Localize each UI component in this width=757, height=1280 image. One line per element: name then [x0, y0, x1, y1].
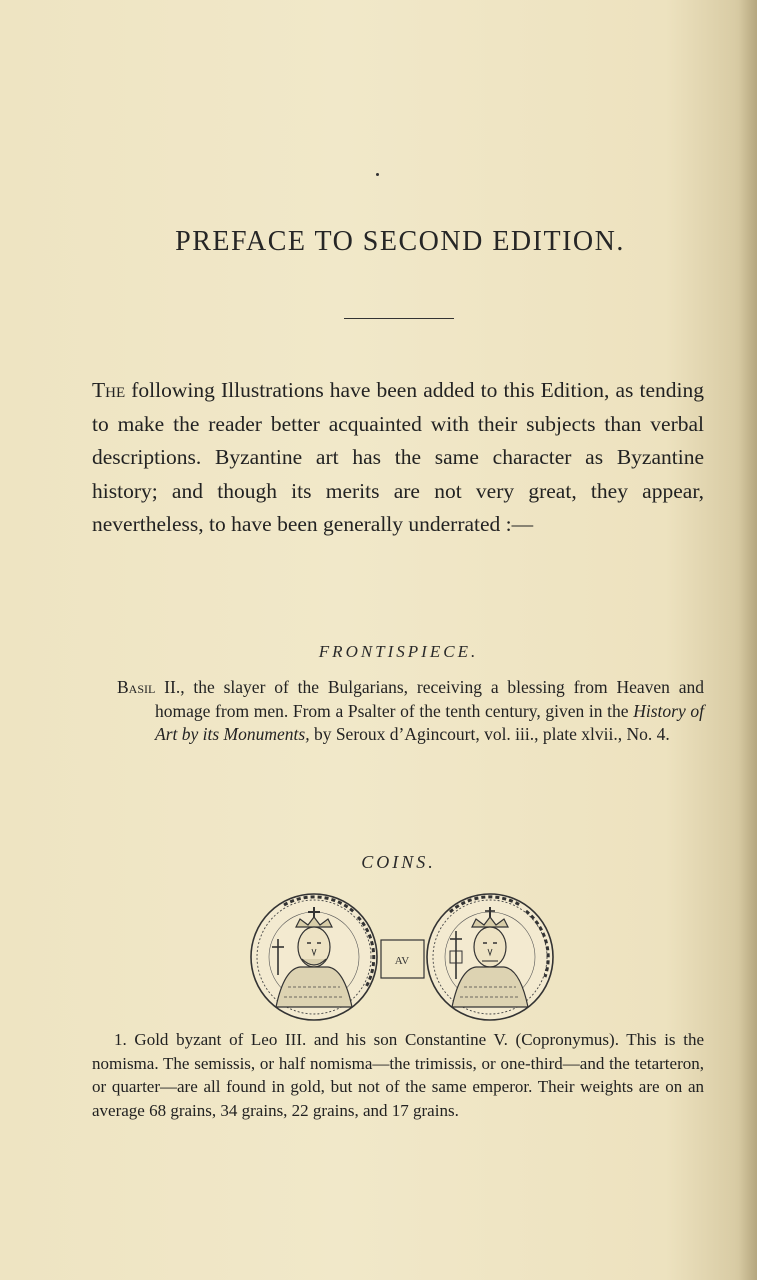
coin-caption [92, 1028, 704, 1122]
ink-speck [376, 173, 379, 176]
frontispiece-heading: FRONTISPIECE. [318, 642, 479, 661]
title-rule [344, 318, 454, 319]
coins-heading: COINS. [361, 852, 436, 872]
metal-mark: AV [394, 955, 410, 967]
coins-illustration [245, 892, 560, 1022]
page-edge-shadow [739, 0, 757, 1280]
coin-obverse [251, 894, 377, 1020]
frontispiece-text-b: by Seroux d’Agincourt, vol. iii., plate xlvii., No. 4. [309, 724, 670, 744]
page-title: PREFACE TO SECOND EDITION. [175, 226, 625, 257]
intro-text: following Illustrations have been added to this Edition, as tending to make the reader better acquainted with their subjects than verbal descriptions. Byzantine art has the same character as Byzantine history; and though its merits are not very great, they appear, nevertheless, to have been generally underrated :— [92, 378, 704, 536]
frontispiece-text-a: II., the slayer of the Bulgarians, receiving a blessing from Heaven and homage from men. From a Psalter of the tenth century, given in the [155, 677, 704, 721]
coin-reverse [427, 894, 553, 1020]
coin-caption-text: 1. Gold byzant of Leo III. and his son Constantine V. (Copronymus). This is the nomisma. The semissis, or half nomisma—the trimissis, or one-third—and the tetarteron, or quarter—are all found in gold, but not of the same emperor. Their weights are on an average 68 grains, 34 grains, 22 grains, and 17 grains. [92, 1030, 704, 1120]
intro-lead-word: The [92, 378, 126, 402]
frontispiece-italic-reference: History of Art by its Monuments, [155, 700, 704, 744]
frontispiece-entry [117, 676, 704, 747]
coins-engraving [245, 892, 560, 1022]
frontispiece-lead-word: Basil [117, 677, 156, 697]
intro-paragraph [92, 374, 704, 542]
